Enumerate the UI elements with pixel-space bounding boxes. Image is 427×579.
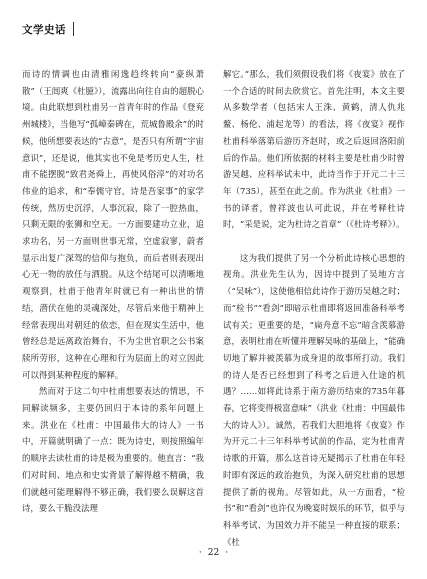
page-number-dot-right: ·: [225, 548, 229, 558]
left-column: [22, 66, 204, 538]
article-body: [22, 66, 405, 547]
paragraph: 然而对于这二句中杜甫想要表达的情思，不同解读频多，主要仍回归于本诗的系年问题上来。洪业在《杜甫：中国最伟大的诗人》一书中，开篇就明确了一点：既为诗史，则按照编年的顺序去读杜甫的诗是极为重要的。他直言：“我们对时间、地点和史实背景了解得越不精确，我们就越可能理解得不够正确，我们要么误解这首诗，要么干脆没法理: [22, 386, 204, 514]
page-number: [0, 548, 427, 558]
paragraph: 而诗的情调也由清雅闲逸趋终转向“豪纵萧散”（王闿爽《杜臆》），流露出向往自由的超脱心境。由此联想到杜甫另一首青年时的作品《登兖州城楼》，当他写“孤嶂秦碑在，荒城鲁殿余”的时候，他所想要表达的“古意”，是否只有所谓“宇宙意识”，还是说，他其实也不免是考历史人生，杜甫不能摆脱“致君尧舜上，再使风俗淳”的对功名伟业的追求，和“奉儒守官，诗是吾家事”的家学传统，然历史沉浮，人事沉寂，除了一腔热血，只剩无限的张狮和空无。一方面要建功立业，追求功名，另一方面则世事无常，空虚寂寥，蔚者显示出复广深驾的信仰与抱负，而后者则表现出心无一物的放任与洒脱。从这个结尾可以清晰地观察到，杜甫于他青年时就已有一种出世的情结，潜伏在他的灵魂深处，尽管后来他于精神上经常表现出对朝廷的依恋，但在现实生活中，他曾经总是远离政治舞台，不为尘世官职之公书案牍所劳形，这种在心理和行为层面上的对立因此可以得到某种程度的解释。: [22, 69, 204, 380]
page-number-value: 22: [207, 548, 220, 558]
section-title: 文学史话: [22, 23, 66, 36]
paragraph: 这为我们提供了另一个分析此诗核心思想的视角。洪业先生认为，因诗中提到了吴地方言（“吴咏”），这使他相信此诗作于游历吴越之时；而“检书”“看剑”即暗示杜甫即将返回准备科举考试有关；更重要的是，“扁舟意不忘”暗含羡慕游意，表明杜甫在听懂并理解吴咏的基础上，“能确切地了解并被羡慕为成身退的故事所打动。我们的诗人是否已经想到了科考之后进入仕途的机遇？……如将此诗系于南方游历结束的735年暮春，它将变得极富意味”（洪业《杜甫：中国最伟大的诗人》）。诚然，若我们大胆地将《夜宴》作为开元二十三年科举考试前的作品，定为杜甫青诗歌的开篇，那么这首诗无疑揭示了杜甫在年轻时即有深远的政治抱负，为深入研究杜甫的思想提供了新的视角。尽管如此，从一方面看，“检书”和“看剑”也许仅为晚宴时娱乐的环节，似乎与科举考试、为国效力并不能呈一种直接的联系；《杜: [223, 252, 405, 547]
section-header: [22, 20, 74, 38]
right-column: [223, 66, 405, 547]
page-number-dot-left: ·: [198, 548, 202, 558]
header-divider: [73, 22, 74, 36]
paragraph: 解它。”那么，我们须假设我们将《夜宴》放在了一个合适的时间去欣赏它。首先注明，本文主要从多数学者（包括宋人王洙、黄鹤，清人仇兆鳌、杨伦、浦起龙等）的看法，将《夜宴》视作杜甫科举落第后游历齐赵时，或之后返回洛阳前后的作品。他们所依据的材料主要是杜甫少时曾游吴越、应科举试未中，此诗当作于开元二十三年（735），甚至在此之前。作为洪业《杜甫》一书的译者，曾祥波也认可此说，并在考释杜诗时，“采是说，定为杜诗之首章”（《杜诗考释》）。: [223, 69, 405, 230]
